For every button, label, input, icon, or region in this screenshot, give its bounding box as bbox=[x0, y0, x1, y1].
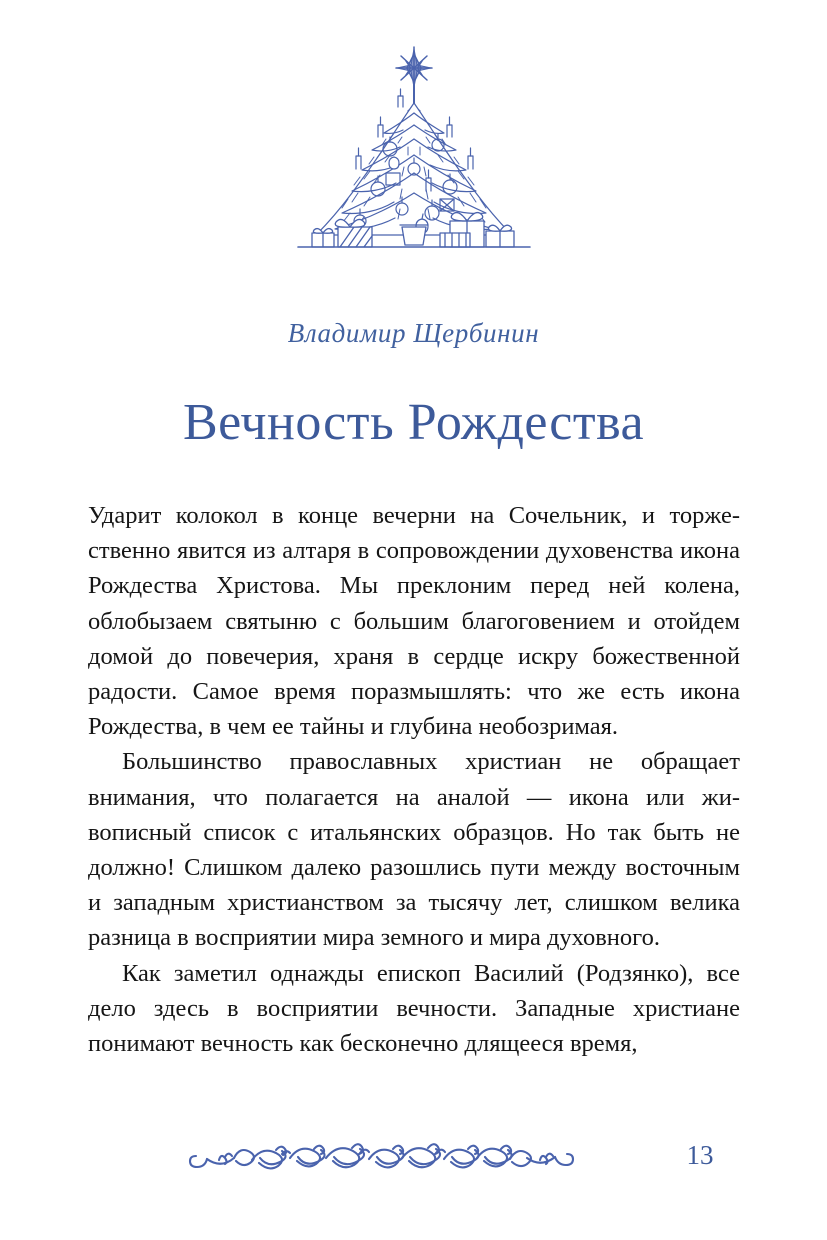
page-title: Вечность Рождества bbox=[182, 394, 645, 451]
christmas-tree-illustration bbox=[0, 38, 827, 273]
article-body bbox=[88, 498, 740, 1061]
flourish-divider-icon bbox=[186, 1138, 596, 1178]
page-footer bbox=[0, 1138, 827, 1198]
tree-pot bbox=[400, 225, 428, 245]
page-number: 13 bbox=[686, 1140, 714, 1170]
paragraph: Большинство православных христиан не обращает внимания, что полагается на аналой — икона или живописный список с итальянских образцов. Но так быть не должно! Слишком далеко разошлись пути между восточным и западным христианством за тысячу лет, слишком велика разница в восприятии мира земного и мира духовного. bbox=[88, 748, 740, 952]
article-author: Владимир Щербинин bbox=[287, 318, 540, 348]
paragraph: Как заметил однажды епископ Василий (Родзянко), все дело здесь в восприятии вечности. Западные христиане понимают вечность как бесконечно длящееся время, bbox=[88, 959, 740, 1058]
paragraph: Ударит колокол в конце вечерни на Сочельник, и торжественно явится из алтаря в сопровождении духовенства икона Рождества Христова. Мы преклоним перед ней колена, облобызаем святыню с большим благоговением и отойдем домой до повечерия, храня в сердце искру божественной радости. Самое время поразмышлять: что же есть икона Рождества, в чем ее тайны и глубина необозримая. bbox=[88, 502, 740, 741]
